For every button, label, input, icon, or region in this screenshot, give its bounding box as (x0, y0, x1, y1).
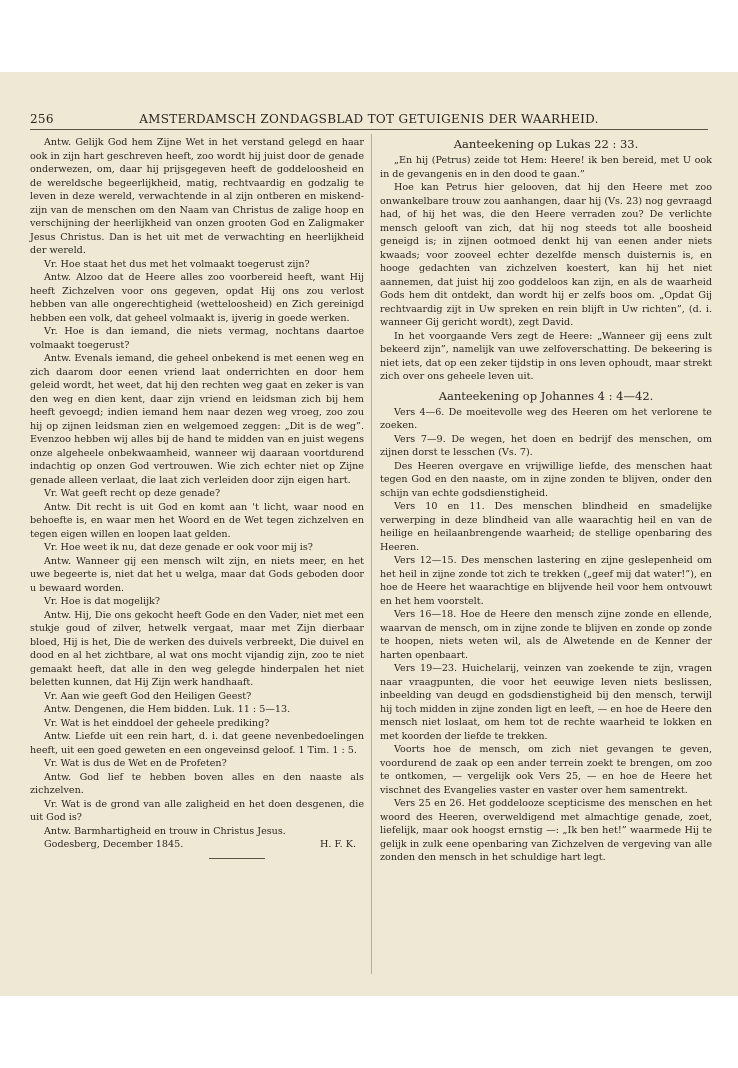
header-rule (30, 129, 708, 130)
paragraph: Vr. Hoe is dan iemand, die niets vermag, nochtans daartoe volmaakt toegerust? (30, 326, 364, 351)
paragraph: Vr. Wat geeft recht op deze genade? (44, 488, 221, 499)
left-column (30, 136, 364, 859)
paragraph: Hoe kan Petrus hier gelooven, dat hij den Heere met zoo onwankelbare trouw zou aanhangen, daar hij (Vs. 23) nog gevraagd had, of hij het was, die den Heere verraden zou? De verlichte mensch gelooft van zich, dat hij nog steeds tot alle boosheid geneigd is; in zijnen ootmoed denkt hij van eenen ander niets kwaads; voor zooveel echter dezelfde mensch duisternis is, en hooge gedachten van zichzelven koestert, kan hij het niet aannemen, dat juist hij zoo goddeloos kan zijn, en als de waarheid Gods hem dit ontdekt, dan wordt hij er zelfs boos om. „Opdat Gij rechtvaardig zijt in Uw spreken en rein blijft in Uw richten”, (d. i. wanneer Gij gericht wordt), zegt David. (380, 182, 712, 328)
paragraph: Vr. Aan wie geeft God den Heiligen Geest? (44, 690, 252, 702)
paragraph: Antw. Evenals iemand, die geheel onbekend is met eenen weg en zich daarom door eenen vriend laat onderrichten en door hem geleid wordt, het weet, dat hij den rechten weg gaat en zeker is van den weg en dien kent, daar zijn vriend en leidsman zich bij hem heeft gevoegd; indien iemand hem naar dezen weg vroeg, zoo zou hij op zijnen leidsman zien en welgemoed zeggen: „Dit is de weg”. Evenzoo hebben wij alles bij de hand te midden van en juist wegens onze algeheele onbekwaamheid, wanneer wij daaraan voortdurend indachtig op onzen God vertrouwen. Wie zich echter niet op Zijne genade alleen verlaat, die laat zich verleiden door zijn eigen hart. (30, 353, 364, 486)
page-number: 256 (30, 112, 54, 126)
paragraph: Vr. Wat is de grond van alle zaligheid en het doen desgenen, die uit God is? (30, 798, 364, 823)
paragraph: Des Heeren overgave en vrijwillige liefde, des menschen haat tegen God en den naaste, om in zijne zonden te blijven, onder den schijn van echte godsdienstigheid. (380, 460, 712, 499)
section-heading-johannes: Aanteekening op Johannes 4 : 4—42. (438, 388, 654, 403)
paragraph: Vers 19—23. Huichelarij, veinzen van zoekende te zijn, vragen naar vraagpunten, die voor het eeuwige leven niets beslissen, inbeelding van deugd en godsdienstigheid bij den mensch, terwijl hij toch midden in zijne zonden ligt en leeft, — en hoe de Heere den mensch niet loslaat, om hem tot de rechte waarheid te lokken en met koorden der liefde te trekken. (380, 663, 712, 742)
page (0, 72, 738, 996)
paragraph: Vers 16—18. Hoe de Heere den mensch zijne zonde en ellende, waarvan de mensch, om in zijne zonde te blijven en zonde op zonde te hoopen, niets weten wil, als de Alwetende en de Kenner der harten openbaart. (380, 609, 712, 661)
paragraph: Vers 7—9. De wegen, het doen en bedrijf des menschen, om zijnen dorst te lesschen (Vs. 7). (380, 433, 712, 458)
paragraph: Vr. Hoe is dat mogelijk? (44, 596, 160, 607)
paragraph: Vers 10 en 11. Des menschen blindheid en smadelijke verwerping in deze blindheid van alle waarachtig heil en van de heilige en heilaanbrengende waarheid; de stellige openbaring des Heeren. (380, 501, 712, 553)
paragraph: Vers 4—6. De moeitevolle weg des Heeren om het verlorene te zoeken. (380, 406, 712, 431)
paragraph: Antw. Dengenen, die Hem bidden. Luk. 11 : 5—13. (44, 704, 291, 715)
signature-place-date: Godesberg, December 1845. (44, 839, 184, 850)
right-column (380, 136, 712, 865)
signature-initials: H. F. K. (320, 839, 356, 850)
paragraph: Antw. Wanneer gij een mensch wilt zijn, en niets meer, en het uwe begeerte is, niet dat het u welga, maar dat Gods geboden door u bewaard worden. (30, 555, 364, 594)
paragraph: Vr. Wat is dus de Wet en de Profeten? (44, 758, 227, 769)
paragraph: Vr. Wat is het einddoel der geheele prediking? (44, 717, 270, 729)
paragraph: Antw. Hij, Die ons gekocht heeft Gode en den Vader, niet met een stukje goud of zilver, hetwelk vergaat, maar met Zijn dierbaar bloed, Hij is het, Die de werken des duivels verbreekt, Die duivel en dood en al het zichtbare, al wat ons mocht vijandig zijn, zoo te niet gemaakt heeft, dat alle in den weg gelegde hinderpalen het niet beletten kunnen, dat Hij Zijn werk handhaaft. (30, 609, 364, 688)
column-divider (371, 134, 372, 974)
paragraph: Antw. Dit recht is uit God en komt aan 't licht, waar nood en behoefte is, en waar men het Woord en de Wet tegen zichzelven en tegen eigen willen en loopen laat gelden. (30, 501, 364, 540)
paragraph: Antw. Barmhartigheid en trouw in Christus Jesus. (44, 825, 286, 837)
paragraph: Antw. Alzoo dat de Heere alles zoo voorbereid heeft, want Hij heeft Zichzelven voor ons gegeven, opdat Hij ons zou verlost hebben van alle ongerechtigheid (wetteloosheid) en Zich gereinigd hebben een volk, dat geheel volmaakt is, ijverig in goede werken. (30, 272, 364, 324)
paragraph: Antw. Liefde uit een rein hart, d. i. dat geene nevenbedoelingen heeft, uit een goed geweten en een ongeveinsd geloof. 1 Tim. 1 : 5. (30, 731, 364, 756)
paragraph: Vr. Hoe staat het dus met het volmaakt toegerust zijn? (44, 258, 310, 270)
paragraph: Vr. Hoe weet ik nu, dat deze genade er ook voor mij is? (44, 542, 313, 553)
paragraph: Antw. Gelijk God hem Zijne Wet in het verstand gelegd en haar ook in zijn hart geschreven heeft, zoo wordt hij juist door de genade onderwezen, om, daar hij prijsgegeven heeft de goddeloosheid en de wereldsche begeerlijkheid, matig, rechtvaardig en godzalig te leven in deze wereld, verwachtende in al zijn ontberen en miskend-zijn van de menschen om den Naam van Christus de zalige hoop en verschijning der heerlijkheid van onzen grooten God en Zaligmaker Jesus Christus. Dan is het uit met de verwachting en heerlijkheid der wereld. (30, 137, 364, 256)
paragraph: „En hij (Petrus) zeide tot Hem: Heere! ik ben bereid, met U ook in de gevangenis en in den dood te gaan.” (380, 155, 712, 180)
signature-line (30, 838, 364, 852)
paragraph: Vers 25 en 26. Het goddelooze scepticisme des menschen en het woord des Heeren, overweldigend met almachtige genade, zoet, liefelijk, maar ook hoogst ernstig —: „Ik ben het!” waarmede Hij te gelijk in zulk eene openbaring van Zichzelven de vergeving van alle zonden den mensch in het schuldige hart legt. (380, 798, 712, 863)
paragraph: Antw. God lief te hebben boven alles en den naaste als zichzelven. (30, 771, 364, 796)
paragraph: Vers 12—15. Des menschen lastering en zijne geslepenheid om het heil in zijne zonde tot zich te trekken („geef mij dat water!”), en hoe de Heere het waarachtige en blijvende heil voor hem ontvouwt en het hem voorstelt. (380, 555, 712, 607)
paragraph: In het voorgaande Vers zegt de Heere: „Wanneer gij eens zult bekeerd zijn”, namelijk van uwe zelfoverschatting. De bekeering is niet iets, dat op een zeker tijdstip in ons leven ophoudt, maar strekt zich over ons geheele leven uit. (380, 330, 712, 382)
end-rule (209, 858, 265, 859)
page-title: AMSTERDAMSCH ZONDAGSBLAD TOT GETUIGENIS DER WAARHEID. (139, 112, 599, 126)
section-separator (380, 384, 712, 388)
paragraph: Voorts hoe de mensch, om zich niet gevangen te geven, voordurend de zaak op een ander terrein zoekt te brengen, om zoo te ontkomen, — vergelijk ook Vers 25, — en hoe de Heere het vischnet des Evangelies vaster en vaster over hem samentrekt. (380, 744, 712, 796)
page-header (30, 112, 708, 128)
section-heading-lukas: Aanteekening op Lukas 22 : 33. (453, 137, 639, 151)
